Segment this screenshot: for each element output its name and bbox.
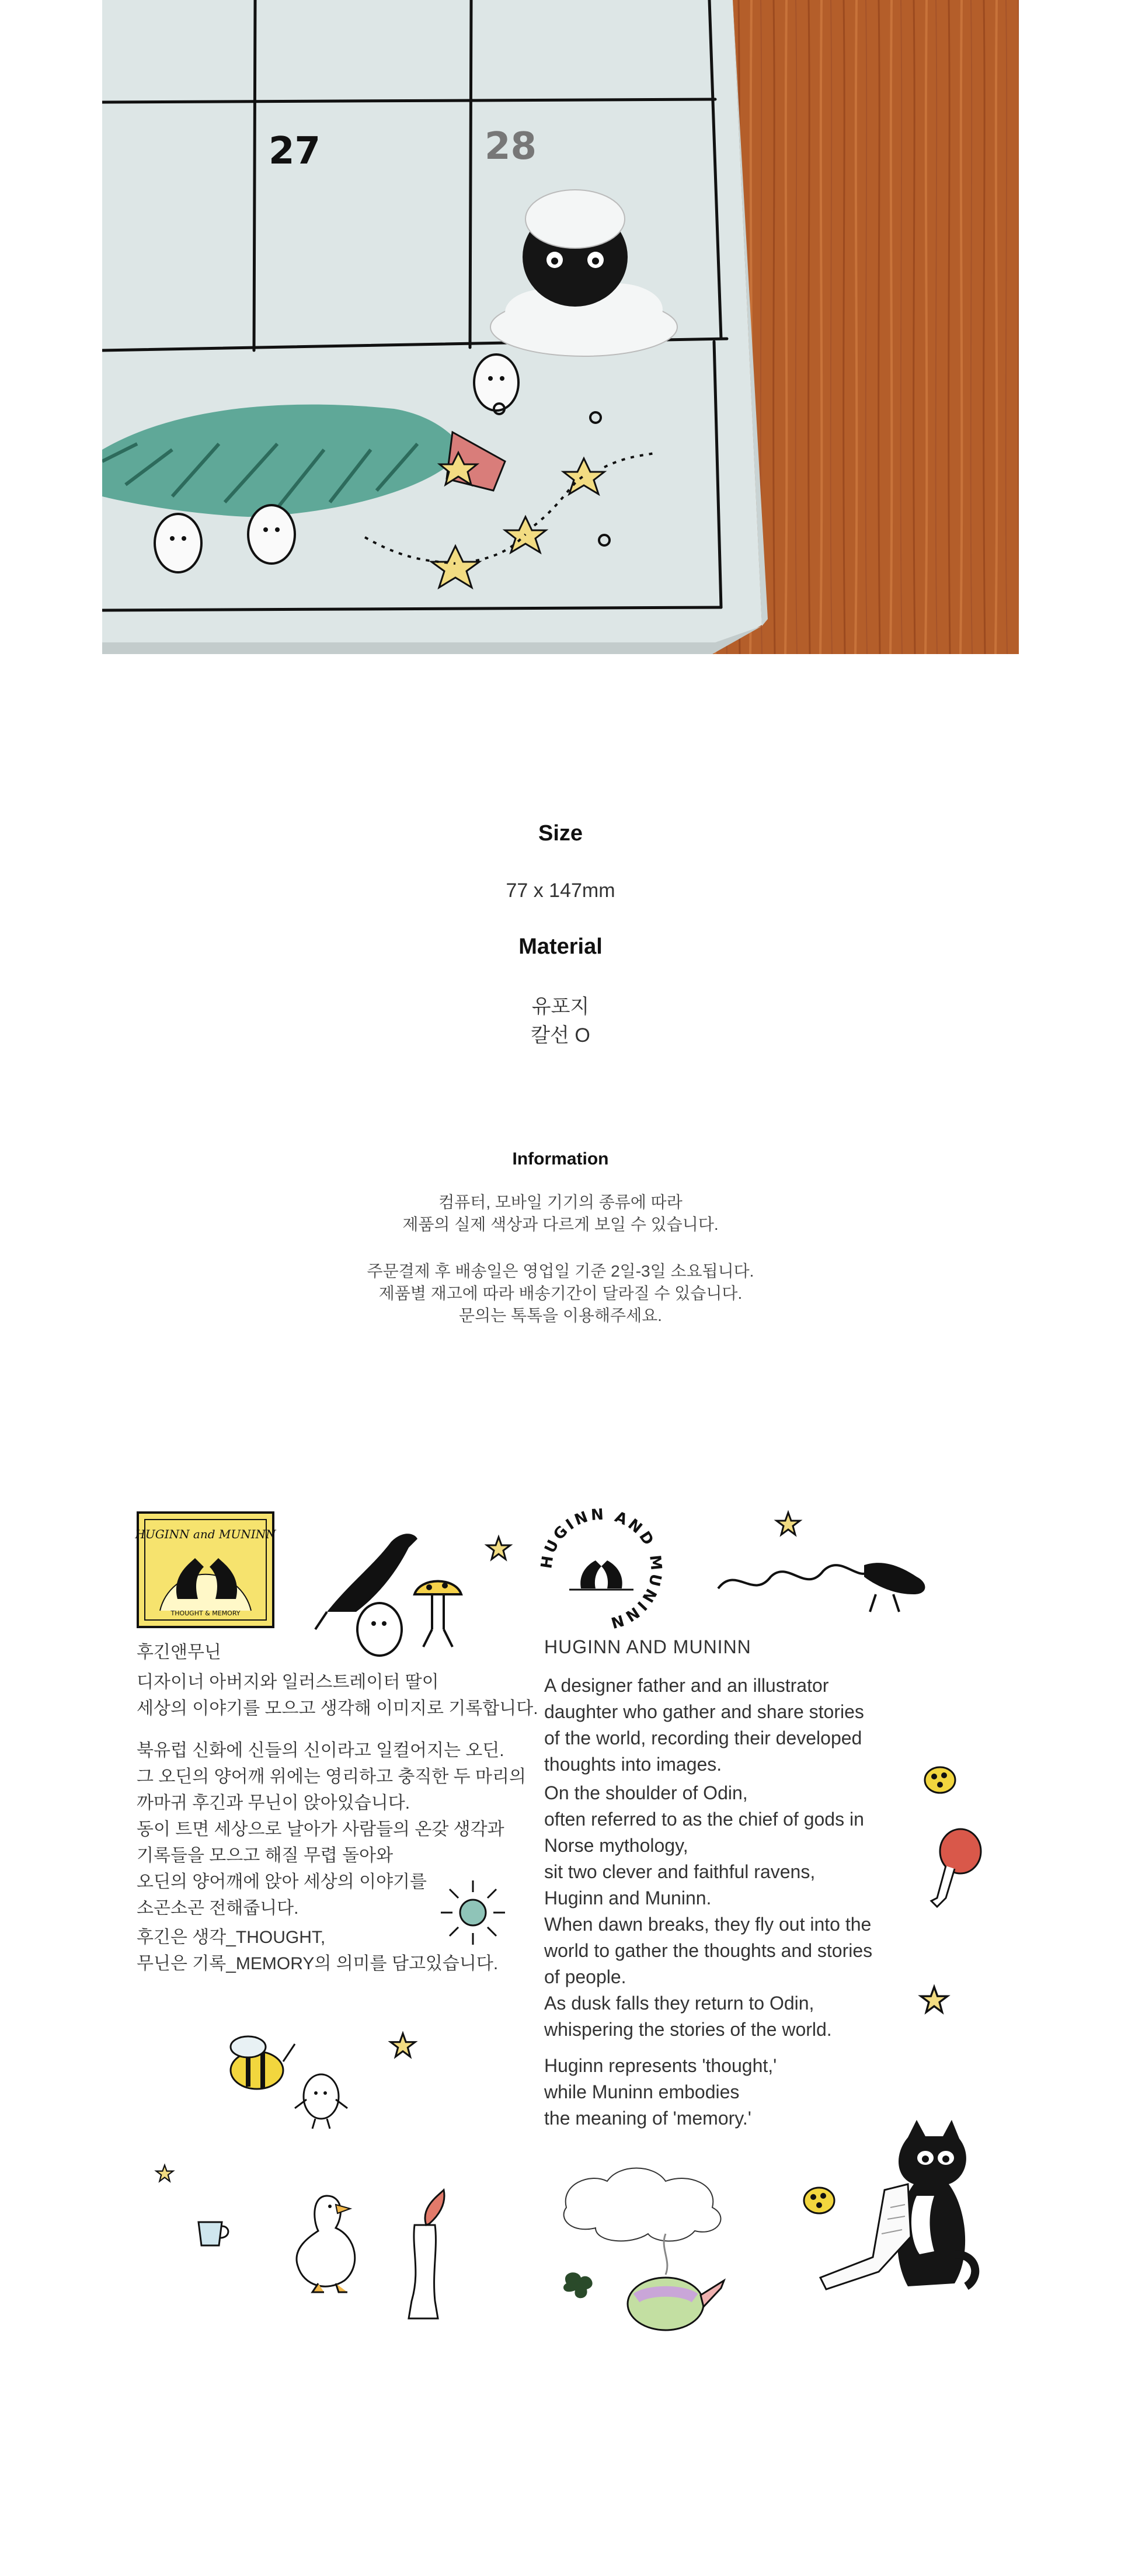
- round-logo-text: HUGINN AND MUNINN: [538, 1506, 665, 1632]
- size-value: 77 x 147mm: [506, 879, 615, 902]
- product-photo: [102, 0, 1019, 654]
- brand-en-line: As dusk falls they return to Odin,: [544, 1993, 814, 2014]
- drumstick-icon: [928, 1828, 984, 1910]
- brand-ko-paragraph: [137, 1669, 538, 1722]
- ladybug-icon: [920, 1758, 960, 1799]
- brand-en-line: On the shoulder of Odin,: [544, 1782, 748, 1803]
- brand-ko-line: 디자이너 아버지와 일러스트레이터 딸이: [137, 1673, 439, 1692]
- information-line: 컴퓨터, 모바일 기기의 종류에 따라: [438, 1193, 683, 1211]
- brand-ko-line: 무닌은 기록_MEMORY의 의미를 담고있습니다.: [137, 1954, 499, 1973]
- brand-en-line: daughter who gather and share stories: [544, 1701, 864, 1722]
- brand-ko-line: 후긴은 생각_THOUGHT,: [137, 1928, 326, 1947]
- logo-subtext: THOUGHT & MEMORY: [170, 1609, 241, 1617]
- information-paragraph: [0, 1191, 1121, 1236]
- material-line: 유포지: [531, 996, 590, 1018]
- teapot-cloud-illustration: [555, 2161, 753, 2336]
- information-paragraph: [0, 1260, 1121, 1327]
- brand-en-line: world to gather the thoughts and stories: [544, 1940, 873, 1961]
- sun-globe-icon: [435, 1875, 511, 1951]
- information-line: 문의는 톡톡을 이용해주세요.: [459, 1306, 662, 1324]
- brand-en-paragraph: [544, 1780, 872, 2043]
- information-line: 주문결제 후 배송일은 영업일 기준 2일-3일 소요됩니다.: [367, 1262, 754, 1280]
- material-line: 칼선 O: [531, 1024, 590, 1047]
- candle-icon: [380, 2184, 473, 2324]
- brand-en-line: the meaning of 'memory.': [544, 2108, 751, 2129]
- brand-ko-title: 후긴앤무닌: [137, 1643, 221, 1662]
- duck-icon: [286, 2184, 368, 2295]
- brand-en-paragraph: [544, 1673, 864, 1778]
- brand-en-paragraph: [544, 2053, 777, 2132]
- brand-ko-line: 그 오딘의 양어깨 위에는 영리하고 충직한 두 마리의: [137, 1767, 526, 1786]
- brand-ko-line: 동이 트면 세상으로 날아가 사람들의 온갖 생각과: [137, 1820, 504, 1839]
- brand-en-line: Huginn and Muninn.: [544, 1887, 712, 1908]
- brand-en-line: of the world, recording their developed: [544, 1727, 862, 1748]
- brand-ko-line: 북유럽 신화에 신들의 신이라고 일컬어지는 오딘.: [137, 1741, 504, 1760]
- size-label: Size: [538, 821, 583, 846]
- brand-round-logo: [540, 1508, 663, 1631]
- information-line: 제품별 재고에 따라 배송기간이 달라질 수 있습니다.: [378, 1284, 743, 1302]
- star-icon: [155, 2164, 174, 2183]
- brand-en-line: often referred to as the chief of gods in: [544, 1809, 864, 1830]
- star-icon: [486, 1536, 511, 1562]
- brand-ko-line: 세상의 이야기를 모으고 생각해 이미지로 기록합니다.: [137, 1699, 538, 1718]
- brand-ko-line: 오딘의 양어깨에 앉아 세상의 이야기를: [137, 1872, 427, 1892]
- brand-en-line: whispering the stories of the world.: [544, 2019, 832, 2040]
- brand-en-line: Huginn represents 'thought,': [544, 2055, 777, 2076]
- brand-en-line: When dawn breaks, they fly out into the: [544, 1914, 872, 1935]
- logo-text: HUGINN and MUNINN: [135, 1527, 276, 1541]
- star-icon: [389, 2032, 416, 2059]
- star-icon: [920, 1986, 949, 2015]
- calendar-day-27: 27: [269, 130, 321, 173]
- svg-text:HUGINN AND MUNINN: [538, 1506, 665, 1632]
- brand-en-line: thoughts into images.: [544, 1754, 722, 1775]
- crow-egg-mushroom-illustration: [315, 1513, 467, 1659]
- information-line: 제품의 실제 색상과 다르게 보일 수 있습니다.: [402, 1215, 719, 1233]
- brand-en-line: sit two clever and faithful ravens,: [544, 1861, 816, 1882]
- brand-ko-line: 까마귀 후긴과 무닌이 앉아있습니다.: [137, 1793, 410, 1813]
- information-title: Information: [512, 1149, 609, 1169]
- brand-square-logo: [137, 1511, 274, 1628]
- brand-ko-line: 기록들을 모으고 해질 무렵 돌아와: [137, 1846, 394, 1865]
- calendar-day-28: 28: [485, 125, 537, 168]
- cup-icon: [193, 2213, 234, 2248]
- brand-en-line: while Muninn embodies: [544, 2081, 740, 2102]
- brand-en-line: Norse mythology,: [544, 1835, 688, 1856]
- brand-en-title: HUGINN AND MUNINN: [544, 1636, 751, 1657]
- brand-ko-line: 소곤소곤 전해줍니다.: [137, 1899, 299, 1918]
- brand-en-line: A designer father and an illustrator: [544, 1675, 829, 1696]
- egg-character-icon: [289, 2067, 353, 2132]
- bird-ribbon-illustration: [712, 1507, 934, 1624]
- cat-scroll-illustration: [809, 2120, 984, 2307]
- material-label: Material: [518, 934, 603, 959]
- brand-en-line: of people.: [544, 1966, 626, 1987]
